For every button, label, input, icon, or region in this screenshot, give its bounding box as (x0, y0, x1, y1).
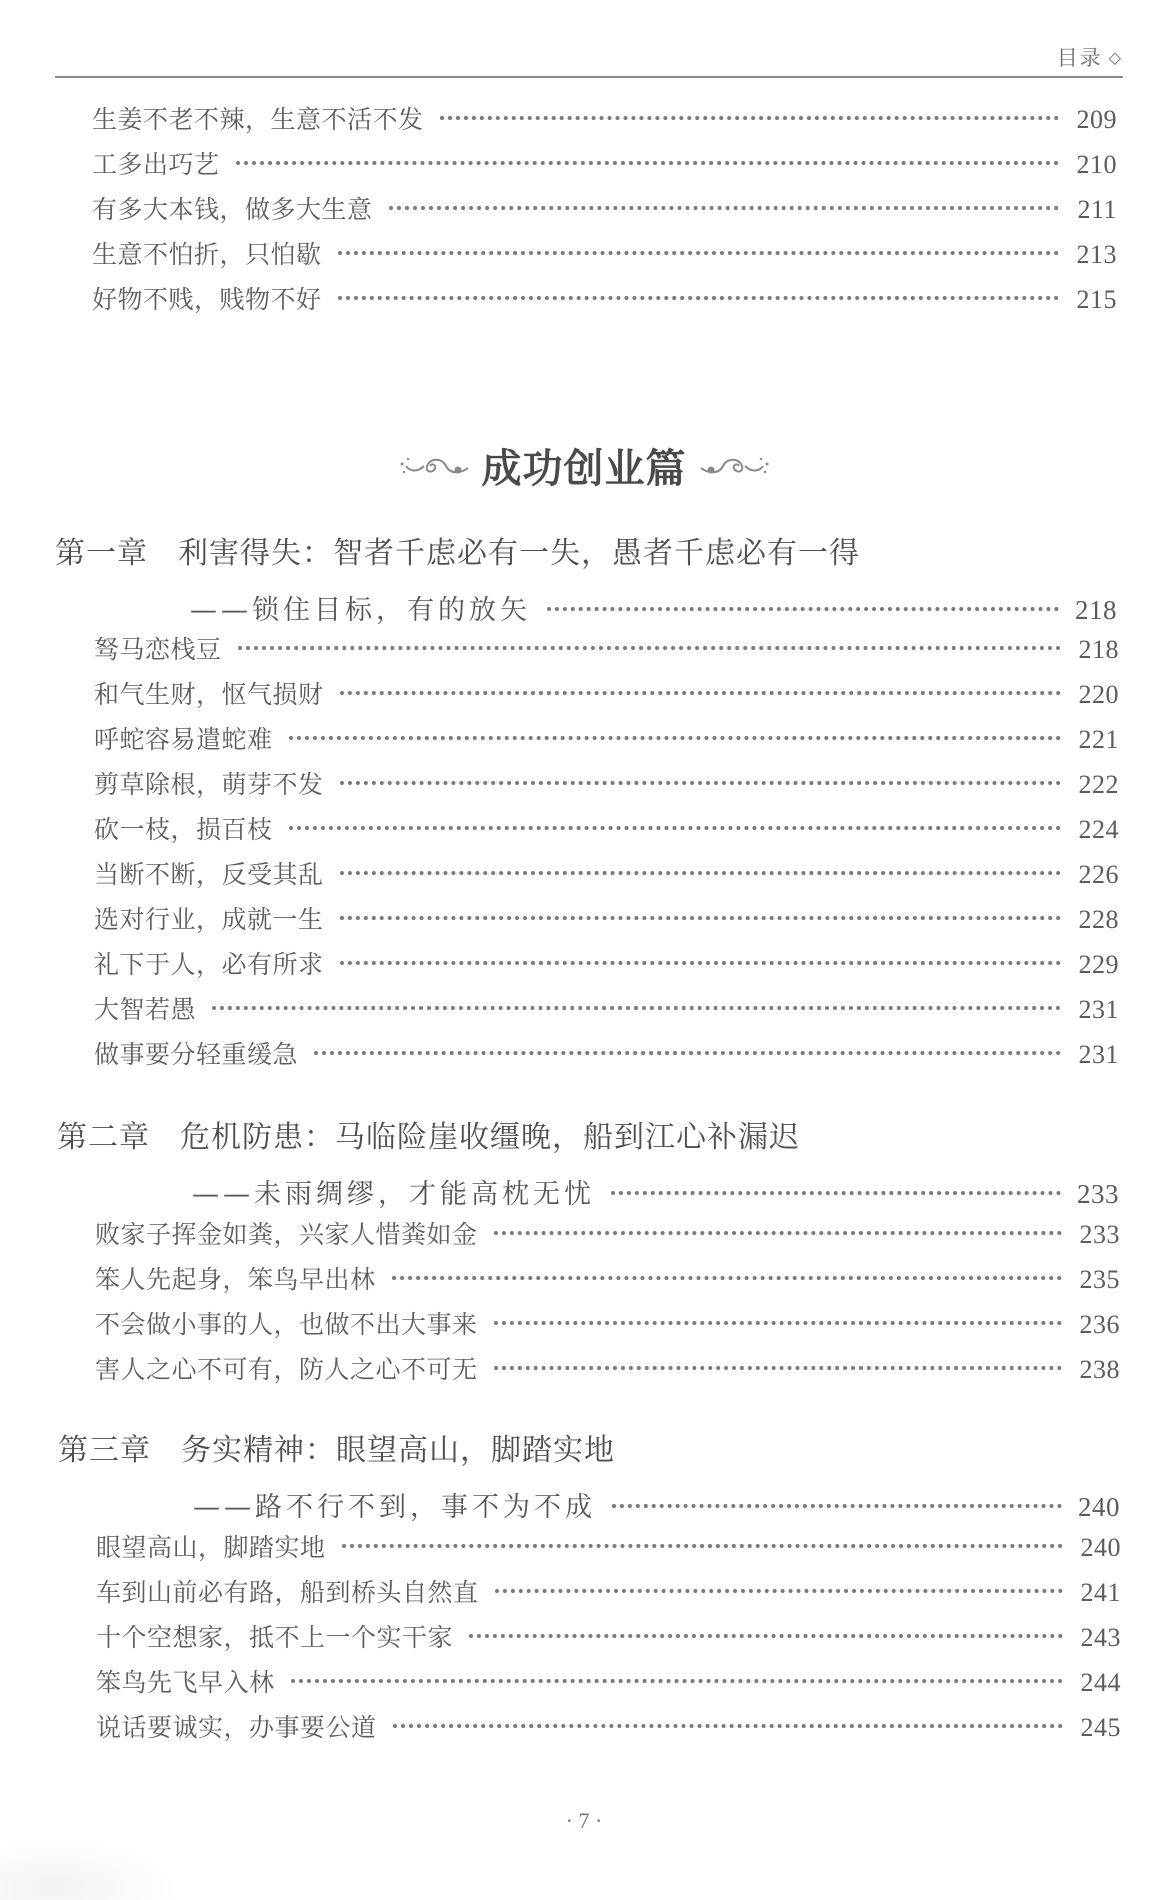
toc-entry[interactable] (92, 280, 1117, 320)
entry-page: 231 (1078, 1040, 1119, 1069)
entry-page: 241 (1080, 1578, 1121, 1607)
dot-leader (340, 691, 1061, 695)
entry-page: 229 (1078, 950, 1119, 979)
entry-title: 说话要诚实，办事要公道 (96, 1713, 377, 1742)
dot-leader (440, 116, 1059, 120)
entry-page: 231 (1078, 995, 1119, 1024)
entry-title: 眼望高山，脚踏实地 (96, 1533, 326, 1562)
entry-title: 呼蛇容易遣蛇难 (94, 725, 273, 754)
entry-page: 215 (1076, 285, 1117, 314)
entry-page: 228 (1078, 905, 1119, 934)
entry-title: 好物不贱，贱物不好 (92, 285, 322, 314)
dot-leader (340, 781, 1061, 785)
chapter-title: 务实精神：眼望高山，脚踏实地 (181, 1433, 615, 1468)
chapter-subtitle: ——锁住目标，有的放矢 (190, 595, 531, 626)
header-text: 目录 (1056, 46, 1103, 70)
dot-leader (238, 646, 1061, 650)
dot-leader (291, 1679, 1063, 1683)
entry-title: 十个空想家，抵不上一个实干家 (96, 1623, 454, 1652)
entry-title: 当断不断，反受其乱 (94, 860, 324, 889)
entry-title: 笨鸟先飞早入林 (96, 1668, 275, 1697)
dot-leader (393, 1724, 1063, 1728)
entry-title: 害人之心不可有，防人之心不可无 (95, 1355, 478, 1384)
entry-title: 和气生财，怄气损财 (94, 680, 324, 709)
dot-leader (389, 206, 1059, 210)
entry-title: 有多大本钱，做多大生意 (92, 195, 373, 224)
entry-title: 剪草除根，萌芽不发 (94, 770, 324, 799)
chapter-subtitle: ——未雨绸缪，才能高枕无忧 (192, 1179, 595, 1210)
entry-title: 生意不怕折，只怕歇 (92, 240, 322, 269)
entry-title: 大智若愚 (94, 995, 197, 1024)
toc-entry[interactable] (92, 235, 1117, 275)
chapter-number: 第一章 (55, 536, 148, 571)
dot-leader (547, 607, 1059, 611)
dot-leader (494, 1321, 1062, 1325)
entry-page: 244 (1080, 1668, 1121, 1697)
entry-title: 工多出巧艺 (92, 150, 220, 179)
entry-title: 礼下于人，必有所求 (94, 950, 324, 979)
entry-title: 车到山前必有路，船到桥头自然直 (96, 1578, 479, 1607)
page-number: · 7 · (565, 1808, 603, 1833)
toc-entry[interactable] (95, 1215, 1120, 1255)
dot-leader (612, 1504, 1062, 1508)
chapter-subtitle: ——路不行不到，事不为不成 (193, 1492, 596, 1523)
toc-entry[interactable] (94, 765, 1119, 805)
chapter-title: 危机防患：马临险崖收缰晚，船到江心补漏迟 (180, 1120, 800, 1155)
dot-leader (338, 251, 1059, 255)
entry-title: 做事要分轻重缓急 (94, 1040, 299, 1069)
toc-entry[interactable] (94, 630, 1119, 670)
entry-page: 224 (1078, 815, 1119, 844)
right-flourish-icon (697, 450, 771, 480)
toc-entry[interactable] (95, 1260, 1120, 1300)
left-flourish-icon (398, 450, 472, 480)
toc-entry[interactable] (96, 1528, 1121, 1568)
entry-page: 220 (1078, 680, 1119, 709)
toc-entry[interactable] (94, 1035, 1119, 1075)
chapter-number: 第二章 (57, 1120, 150, 1155)
diamond-icon: ◇ (1108, 48, 1123, 67)
chapter-title: 利害得失：智者千虑必有一失，愚者千虑必有一得 (178, 536, 860, 571)
dot-leader (340, 871, 1061, 875)
dot-leader (289, 826, 1061, 830)
chapter-heading[interactable] (57, 1112, 800, 1156)
toc-entry[interactable] (94, 675, 1119, 715)
entry-page: 240 (1080, 1533, 1121, 1562)
toc-entry[interactable] (95, 1350, 1120, 1390)
toc-entry[interactable] (96, 1618, 1121, 1658)
running-header (55, 36, 1123, 78)
entry-page: 218 (1078, 635, 1119, 664)
dot-leader (314, 1051, 1061, 1055)
chapter-page: 240 (1078, 1492, 1120, 1522)
chapter-page: 218 (1075, 595, 1117, 625)
toc-entry[interactable] (92, 190, 1117, 230)
part-title-text: 成功创业篇 (481, 444, 687, 492)
toc-entry[interactable] (94, 720, 1119, 760)
entry-page: 226 (1078, 860, 1119, 889)
dot-leader (340, 961, 1061, 965)
running-header-label (1057, 42, 1123, 72)
dot-leader (342, 1544, 1063, 1548)
entry-title: 不会做小事的人，也做不出大事来 (95, 1310, 478, 1339)
entry-title: 选对行业，成就一生 (94, 905, 324, 934)
toc-entry[interactable] (92, 100, 1117, 140)
dot-leader (338, 296, 1059, 300)
chapter-page: 233 (1077, 1179, 1119, 1209)
entry-page: 211 (1077, 195, 1117, 224)
toc-entry[interactable] (94, 900, 1119, 940)
toc-entry[interactable] (96, 1573, 1121, 1613)
toc-entry[interactable] (95, 1305, 1120, 1345)
toc-entry[interactable] (94, 945, 1119, 985)
entry-page: 210 (1076, 150, 1117, 179)
entry-page: 209 (1076, 105, 1117, 134)
entry-title: 砍一枝，损百枝 (94, 815, 273, 844)
dot-leader (494, 1231, 1062, 1235)
entry-page: 245 (1080, 1713, 1121, 1742)
toc-entry[interactable] (96, 1663, 1121, 1703)
chapter-number: 第三章 (58, 1433, 151, 1468)
entry-page: 236 (1079, 1310, 1120, 1339)
dot-leader (611, 1191, 1061, 1195)
chapter-heading[interactable] (58, 1425, 615, 1469)
chapter-subtitle-entry[interactable] (192, 1172, 1119, 1212)
dot-leader (392, 1276, 1062, 1280)
entry-page: 238 (1079, 1355, 1120, 1384)
entry-page: 233 (1079, 1220, 1120, 1249)
scan-smudge (0, 1840, 180, 1900)
toc-entry[interactable] (94, 855, 1119, 895)
dot-leader (289, 736, 1061, 740)
chapter-subtitle-entry[interactable] (193, 1485, 1120, 1525)
entry-title: 笨人先起身，笨鸟早出林 (95, 1265, 376, 1294)
chapter-subtitle-entry[interactable] (190, 588, 1117, 628)
toc-entry[interactable] (92, 145, 1117, 185)
toc-entry[interactable] (94, 990, 1119, 1030)
entry-page: 221 (1078, 725, 1119, 754)
toc-entry[interactable] (94, 810, 1119, 850)
chapter-heading[interactable] (55, 528, 860, 572)
dot-leader (494, 1366, 1062, 1370)
dot-leader (495, 1589, 1063, 1593)
dot-leader (469, 1634, 1063, 1638)
entry-title: 驽马恋栈豆 (94, 635, 222, 664)
dot-leader (236, 161, 1059, 165)
entry-title: 生姜不老不辣，生意不活不发 (92, 105, 424, 134)
entry-page: 243 (1080, 1623, 1121, 1652)
dot-leader (340, 916, 1061, 920)
entry-page: 213 (1076, 240, 1117, 269)
entry-title: 败家子挥金如粪，兴家人惜粪如金 (95, 1220, 478, 1249)
entry-page: 222 (1078, 770, 1119, 799)
entry-page: 235 (1079, 1265, 1120, 1294)
part-title (0, 435, 1168, 495)
toc-entry[interactable] (96, 1708, 1121, 1748)
dot-leader (212, 1006, 1061, 1010)
